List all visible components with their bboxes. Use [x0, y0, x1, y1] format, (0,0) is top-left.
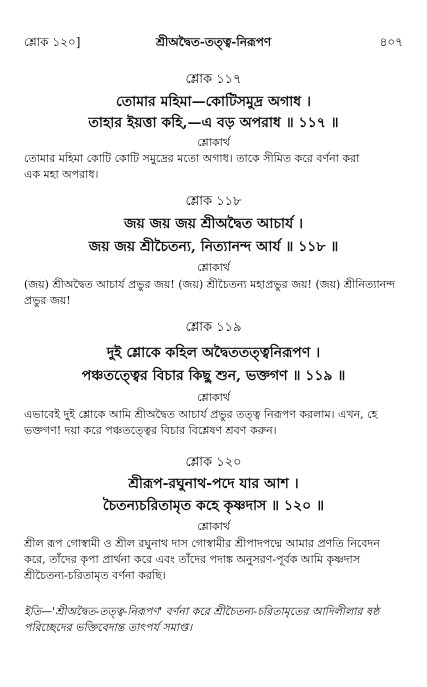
translation-paragraph — [24, 277, 407, 309]
verse-line: জয় জয় শ্রীচৈতন্য, নিত্যানন্দ আর্য ॥ ১১৮ ॥ — [88, 239, 339, 255]
chapter-closing-note — [24, 604, 407, 636]
verse-line: শ্রীরূপ-রঘুনাথ-পদে যার আশ । — [128, 476, 299, 492]
translation-paragraph — [24, 536, 407, 584]
translation-label: শ্লোকার্থ — [197, 261, 230, 274]
translation-line: এভাবেই দুই শ্লোকে আমি শ্রীঅদ্বৈত আচার্য প্রভুর তত্ত্ব নিরূপণ করলাম। এখন, হে — [24, 408, 378, 421]
verse-line: জয় জয় জয় শ্রীঅদ্বৈত আচার্য । — [123, 216, 304, 232]
verse-heading: শ্লোক ১২০ — [185, 455, 242, 470]
translation-label: শ্লোকার্থ — [197, 391, 230, 404]
translation-line: করে, তাঁদের কৃপা প্রার্থনা করে এবং তাঁদের পদাঙ্ক অনুসরণ-পূর্বক আমি কৃষ্ণদাস — [24, 553, 360, 566]
verse-heading: শ্লোক ১১৯ — [185, 320, 242, 335]
verse-heading: শ্লোক ১১৭ — [185, 72, 242, 87]
verse-line: তোমার মহিমা—কোটিসমুদ্র অগাধ । — [115, 94, 312, 110]
verse-line: তাহার ইয়ত্তা কহি,—এ বড় অপরাধ ॥ ১১৭ ॥ — [88, 115, 339, 131]
closing-line: ইতি—'শ্রীঅদ্বৈত-তত্ত্ব-নিরূপণ' বর্ণনা করে শ্রীচৈতন্য-চরিতামৃতের আদিলীলার ষষ্ঠ — [24, 605, 380, 618]
translation-paragraph — [24, 151, 407, 183]
translation-line: তোমার মহিমা কোটি কোটি সমুদ্রের মতো অগাধ। তাকে সীমিত করে বর্ণনা করা — [24, 152, 360, 165]
translation-line: প্রভুর জয়! — [24, 294, 71, 307]
translation-line: শ্রীল রূপ গোস্বামী ও শ্রীল রঘুনাথ দাস গোস্বামীর শ্রীপাদপদ্মে আমার প্রণতি নিবেদন — [24, 537, 380, 550]
translation-paragraph — [24, 407, 407, 439]
translation-line: শ্রীচৈতন্য-চরিতামৃত বর্ণনা করছি। — [24, 569, 166, 582]
closing-line: পরিচ্ছেদের ভক্তিবেদান্ত তাৎপর্য সমাপ্ত। — [24, 621, 193, 634]
page-number: ৪০৭ — [379, 35, 403, 49]
verse-line: পঞ্চতত্ত্বের বিচার কিছু শুন, ভক্তগণ ॥ ১১৯ ॥ — [81, 368, 346, 384]
running-header — [24, 34, 403, 52]
translation-label: শ্লোকার্থ — [197, 520, 230, 533]
header-verse-ref: শ্লোক ১২০] — [24, 35, 81, 49]
translation-line: ভক্তগণ! দয়া করে পঞ্চতত্ত্বের বিচার বিশ্লেষণ শ্রবণ করুন। — [24, 424, 277, 437]
header-chapter-title: শ্রীঅদ্বৈত-তত্ত্ব-নিরূপণ — [155, 35, 272, 49]
translation-line: (জয়) শ্রীঅদ্বৈত আচার্য প্রভুর জয়! (জয়) শ্রীচৈতন্য মহাপ্রভুর জয়! (জয়) শ্রীনিত্যানন্দ — [24, 278, 396, 291]
verse-line: চৈতন্যচরিতামৃত কহে কৃষ্ণদাস ॥ ১২০ ॥ — [102, 498, 325, 514]
translation-label: শ্লোকার্থ — [197, 136, 230, 149]
verse-heading: শ্লোক ১১৮ — [185, 194, 242, 209]
verse-line: দুই শ্লোকে কহিল অদ্বৈততত্ত্বনিরূপণ । — [106, 345, 321, 361]
translation-line: এক মহা অপরাধ। — [24, 168, 99, 181]
